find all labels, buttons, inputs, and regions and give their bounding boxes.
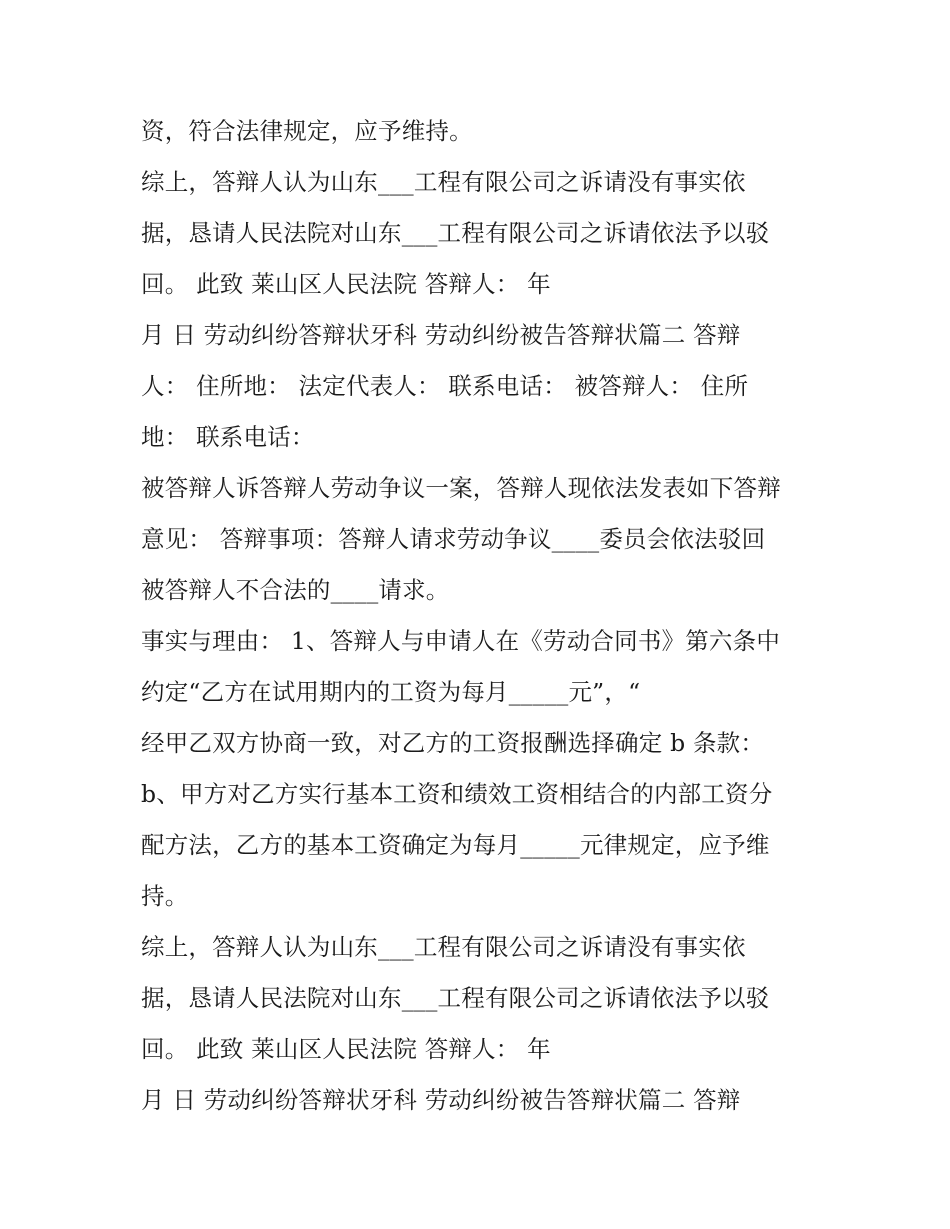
text-line: 约定“乙方在试用期内的工资为每月_____元”，“ bbox=[141, 678, 641, 706]
text-line: 经甲乙双方协商一致，对乙方的工资报酬选择确定 b 条款： bbox=[141, 729, 765, 757]
text-line: 综上，答辩人认为山东___工程有限公司之诉请没有事实依 bbox=[141, 933, 746, 961]
text-line: 回。 此致 莱山区人民法院 答辩人： 年 bbox=[141, 270, 551, 298]
text-line: 资，符合法律规定，应予维持。 bbox=[141, 117, 473, 145]
text-line: 持。 bbox=[141, 882, 189, 910]
text-line: 被答辩人诉答辩人劳动争议一案，答辩人现依法发表如下答辩 bbox=[141, 474, 781, 502]
text-line: 人： 住所地： 法定代表人： 联系电话： 被答辩人： 住所 bbox=[141, 372, 749, 400]
text-line: 被答辩人不合法的____请求。 bbox=[141, 576, 450, 604]
text-line: 月 日 劳动纠纷答辩状牙科 劳动纠纷被告答辩状篇二 答辩 bbox=[141, 1086, 741, 1114]
text-line: 据，恳请人民法院对山东___工程有限公司之诉请依法予以驳 bbox=[141, 984, 770, 1012]
text-line: 地： 联系电话： bbox=[141, 423, 315, 451]
text-line: 月 日 劳动纠纷答辩状牙科 劳动纠纷被告答辩状篇二 答辩 bbox=[141, 321, 741, 349]
text-line: b、甲方对乙方实行基本工资和绩效工资相结合的内部工资分 bbox=[141, 780, 773, 808]
text-line: 据，恳请人民法院对山东___工程有限公司之诉请依法予以驳 bbox=[141, 219, 770, 247]
text-line: 配方法，乙方的基本工资确定为每月_____元律规定，应予维 bbox=[141, 831, 770, 859]
text-line: 综上，答辩人认为山东___工程有限公司之诉请没有事实依 bbox=[141, 168, 746, 196]
text-line: 意见： 答辩事项：答辩人请求劳动争议____委员会依法驳回 bbox=[141, 525, 766, 553]
document-body bbox=[141, 106, 841, 1126]
text-line: 回。 此致 莱山区人民法院 答辩人： 年 bbox=[141, 1035, 551, 1063]
text-line: 事实与理由： 1、答辩人与申请人在《劳动合同书》第六条中 bbox=[141, 627, 781, 655]
